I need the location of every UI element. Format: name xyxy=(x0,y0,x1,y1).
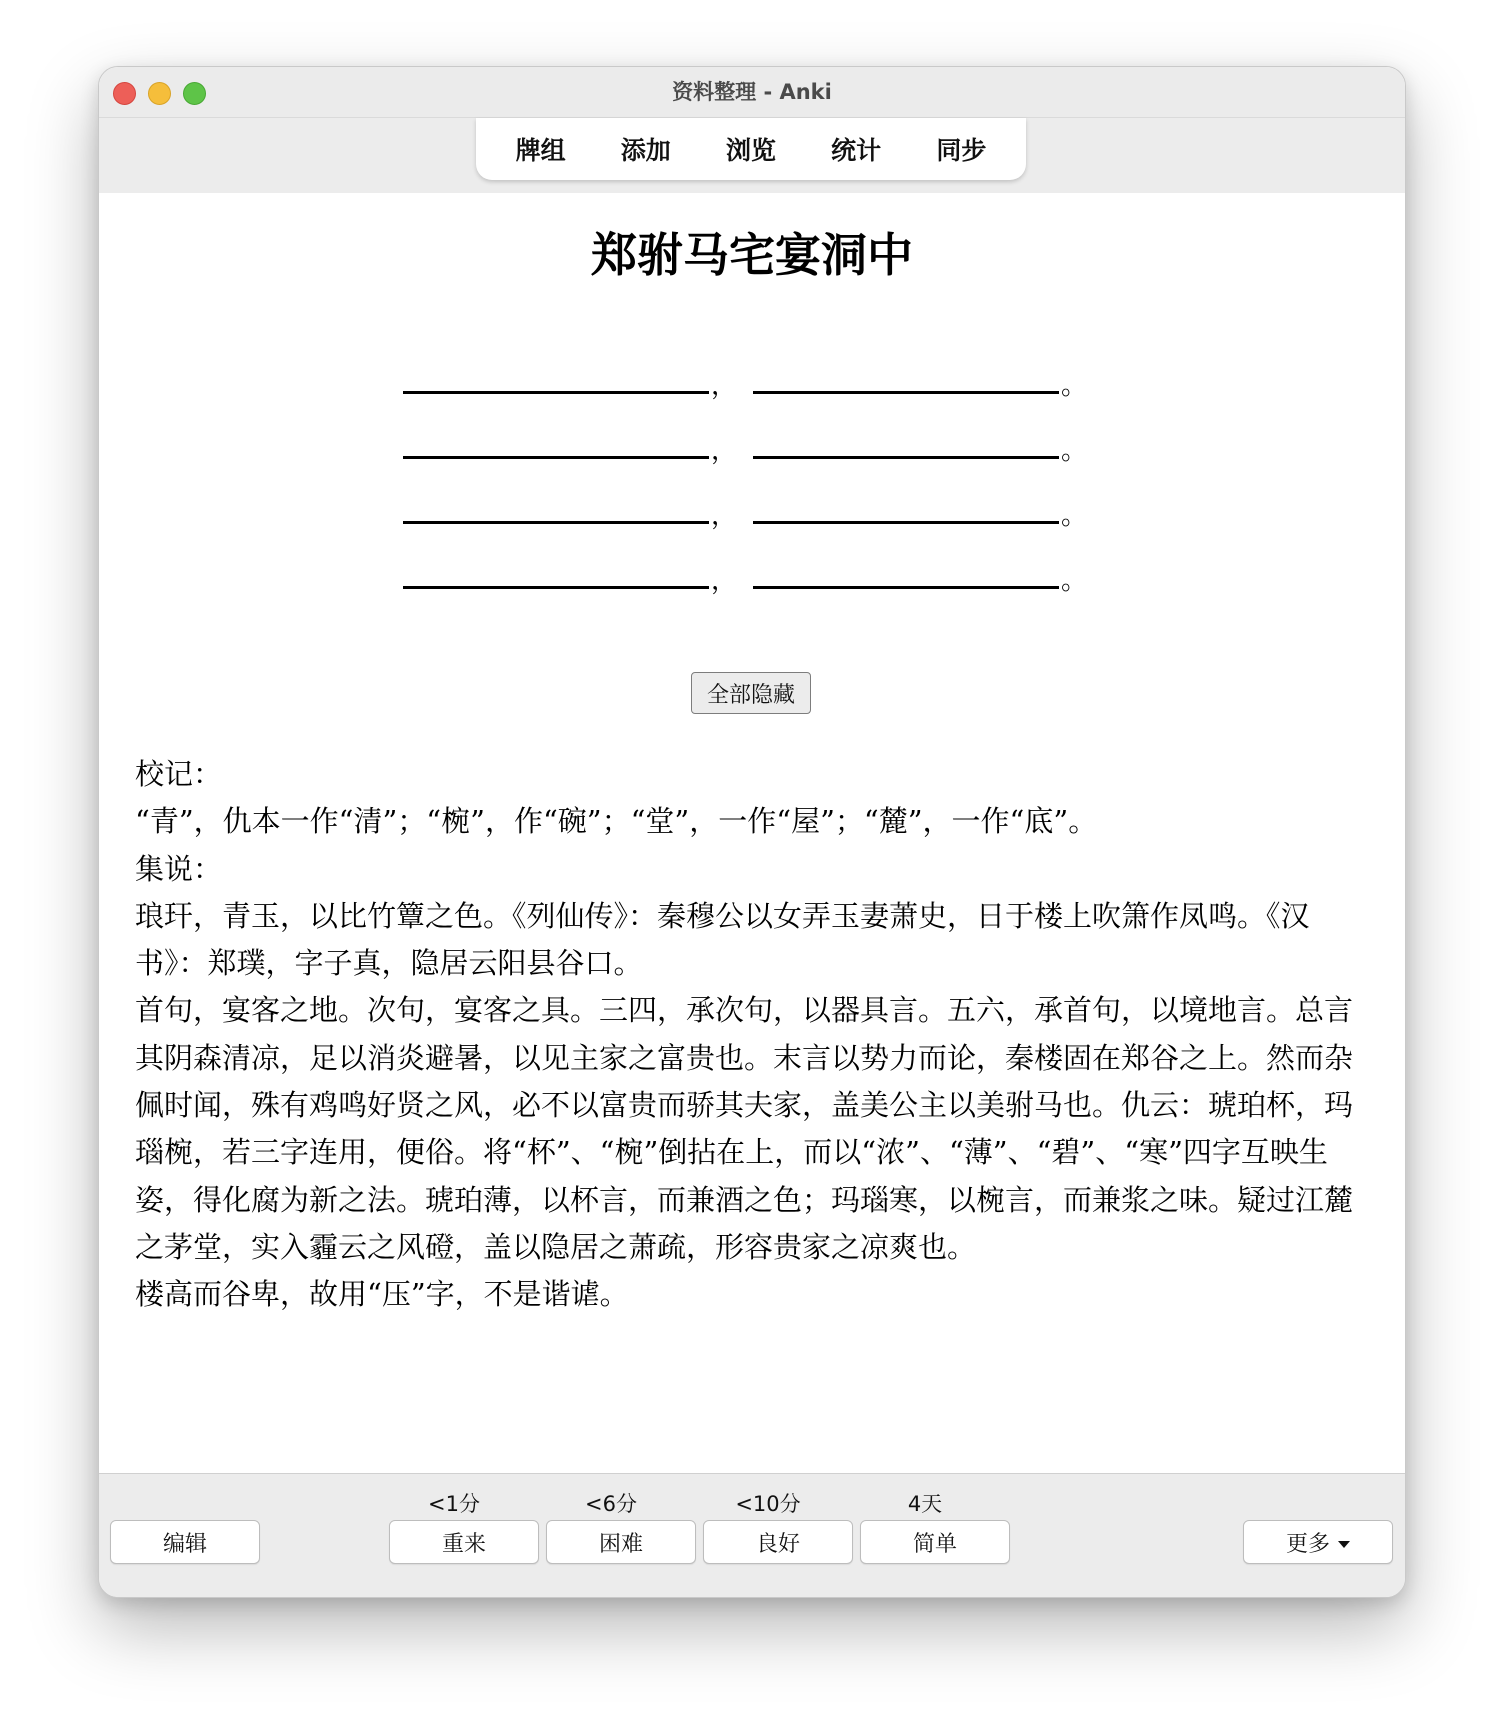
cloze-blank[interactable] xyxy=(403,363,709,394)
comma-mark: ， xyxy=(711,566,738,596)
cloze-blank[interactable] xyxy=(753,428,1059,459)
notes-collation-text: “青”，仇本一作“清”；“椀”，作“碗”；“堂”，一作“屋”；“麓”，一作“底”。 xyxy=(135,804,1098,839)
toolbar-browse[interactable]: 浏览 xyxy=(725,136,776,165)
toolbar-stats[interactable]: 统计 xyxy=(831,136,882,165)
notes-heading-collation: 校记： xyxy=(135,757,223,791)
notes-heading-commentary: 集说： xyxy=(135,851,223,886)
cloze-line xyxy=(403,493,1103,531)
title-bar xyxy=(99,67,1405,118)
card-title: 郑驸马宅宴洞中 xyxy=(591,228,913,282)
card-content xyxy=(99,193,1405,1541)
window-title: 资料整理 - Anki xyxy=(672,80,832,104)
hide-all-button[interactable]: 全部隐藏 xyxy=(691,672,811,714)
period-mark: 。 xyxy=(1061,501,1088,531)
easy-interval: 4天 xyxy=(907,1492,943,1516)
good-button[interactable]: 良好 xyxy=(703,1520,853,1564)
cloze-line xyxy=(403,558,1103,596)
cloze-line xyxy=(403,363,1103,401)
cloze-blank[interactable] xyxy=(753,558,1059,589)
period-mark: 。 xyxy=(1061,371,1088,401)
cloze-blank[interactable] xyxy=(753,493,1059,524)
edit-button[interactable]: 编辑 xyxy=(110,1520,260,1564)
comma-mark: ， xyxy=(711,501,738,531)
cloze-blank[interactable] xyxy=(403,558,709,589)
cloze-line xyxy=(403,428,1103,466)
toolbar-decks[interactable]: 牌组 xyxy=(515,136,566,165)
anki-window xyxy=(98,66,1406,1598)
notes-commentary-paragraph: 楼高而谷卑，故用“压”字，不是谐谑。 xyxy=(135,1277,629,1312)
good-interval: <10分 xyxy=(735,1492,801,1516)
more-button[interactable] xyxy=(1243,1520,1393,1564)
cloze-blank[interactable] xyxy=(403,493,709,524)
caret-down-icon xyxy=(1338,1541,1350,1548)
period-mark: 。 xyxy=(1061,436,1088,466)
toolbar-add[interactable]: 添加 xyxy=(620,136,671,165)
main-toolbar xyxy=(476,118,1026,180)
easy-button[interactable]: 简单 xyxy=(860,1520,1010,1564)
card-notes xyxy=(135,751,1375,1319)
notes-commentary-paragraph: 琅玕，青玉，以比竹簟之色。《列仙传》：秦穆公以女弄玉妻萧史，日于楼上吹箫作凤鸣。《汉书》：郑璞，字子真，隐居云阳县谷口。 xyxy=(135,898,1310,981)
more-label: 更多 xyxy=(1285,1531,1330,1557)
hard-interval: <6分 xyxy=(585,1492,637,1516)
notes-commentary-paragraph: 首句，宴客之地。次句，宴客之具。三四，承次句，以器具言。五六，承首句，以境地言。总言其阴森清凉，足以消炎避暑，以见主家之富贵也。末言以势力而论，秦楼固在郑谷之上。然而杂佩时闻，殊有鸡鸣好贤之风，必不以富贵而骄其夫家，盖美公主以美驸马也。仇云：琥珀杯，玛瑙椀，若三字连用，便俗。将“杯”、“椀”倒拈在上，而以“浓”、“薄”、“碧”、“寒”四字互映生姿，得化腐为新之法。琥珀薄，以杯言，而兼酒之色；玛瑙寒，以椀言，而兼浆之味。疑过江麓之茅堂，实入霾云之风磴，盖以隐居之萧疏，形容贵家之凉爽也。 xyxy=(135,993,1354,1264)
hard-button[interactable]: 困难 xyxy=(546,1520,696,1564)
comma-mark: ， xyxy=(711,371,738,401)
cloze-blank[interactable] xyxy=(403,428,709,459)
again-button[interactable]: 重来 xyxy=(389,1520,539,1564)
cloze-blank[interactable] xyxy=(753,363,1059,394)
period-mark: 。 xyxy=(1061,566,1088,596)
comma-mark: ， xyxy=(711,436,738,466)
again-interval: <1分 xyxy=(428,1492,480,1516)
toolbar-sync[interactable]: 同步 xyxy=(936,136,987,165)
